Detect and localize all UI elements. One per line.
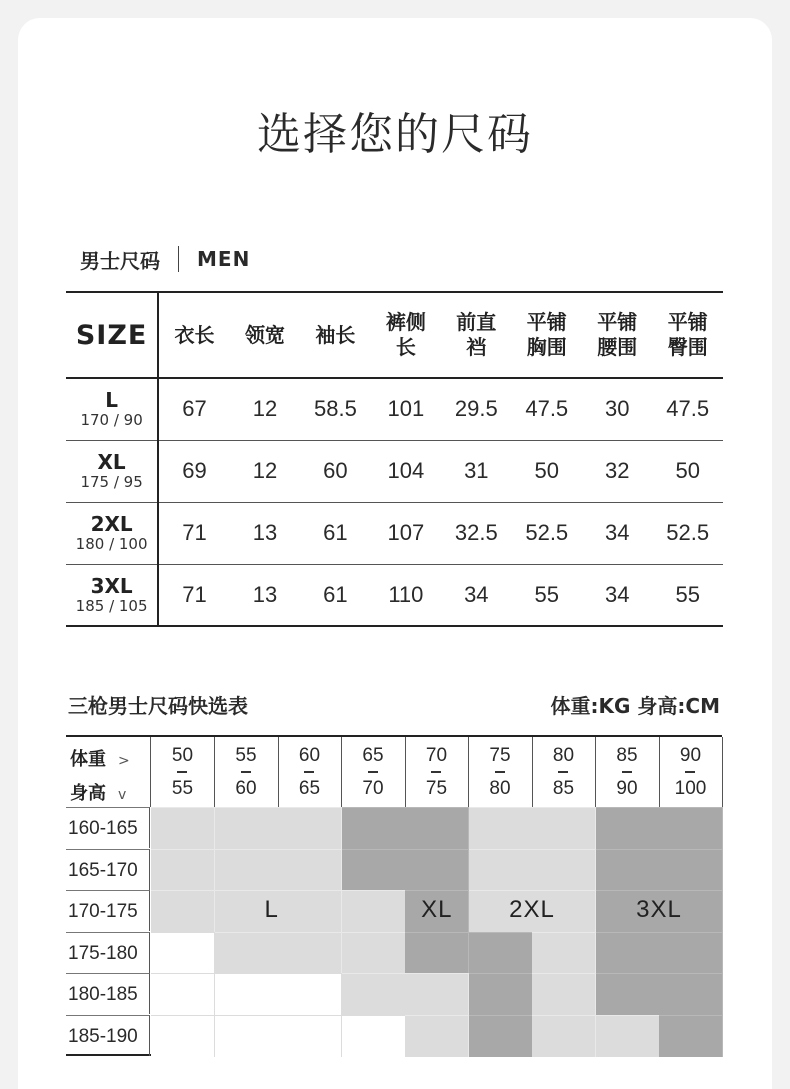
size-grid-cell (278, 932, 342, 974)
measurement-cell: 55 (534, 581, 559, 607)
measurement-cell: 60 (323, 458, 348, 483)
quick-select-chart (66, 735, 722, 1056)
size-region-label: 3XL (636, 896, 682, 923)
measurement-cell: 71 (182, 581, 207, 607)
weight-to: 85 (552, 778, 575, 799)
quick-select-unit: 体重:KG 身高:CM (550, 694, 720, 718)
size-grid-cell (342, 849, 406, 891)
weight-arrow: > (118, 753, 130, 769)
size-grid-cell (532, 973, 596, 1015)
size-grid-cell (532, 1015, 596, 1057)
size-cell (66, 378, 158, 440)
measurement-cell: 12 (252, 458, 278, 483)
size-height-chest: 180 / 100 (75, 535, 148, 553)
size-grid-cell (469, 849, 533, 891)
weight-to: 60 (235, 778, 257, 799)
weight-from: 85 (616, 745, 638, 766)
size-grid-cell (659, 849, 723, 891)
col-header: 裤侧长 (385, 310, 426, 359)
size-grid-cell (405, 849, 469, 891)
size-grid-cell (469, 973, 533, 1015)
range-dash (685, 771, 695, 773)
weight-column-header (342, 737, 406, 807)
size-grid-cell (215, 807, 279, 849)
col-header: 衣长 (174, 322, 215, 347)
height-row-label: 165-170 (66, 849, 150, 890)
measurement-cell: 61 (323, 520, 348, 545)
col-header: 平铺胸围 (526, 310, 567, 359)
height-row-label: 170-175 (66, 890, 150, 931)
measurement-cell: 58.5 (313, 396, 357, 422)
size-grid-cell (215, 849, 279, 891)
weight-to: 65 (298, 778, 321, 799)
measurement-cell: 67 (182, 396, 207, 422)
weight-column-header (405, 737, 469, 807)
size-grid-cell (278, 1015, 342, 1057)
size-grid-cell (342, 932, 406, 974)
size-grid-cell (596, 849, 660, 891)
col-header: 平铺臀围 (667, 310, 708, 359)
measurement-cell: 55 (675, 581, 700, 607)
measurement-cell: 13 (252, 581, 278, 607)
size-grid-cell (596, 1015, 660, 1057)
weight-from: 70 (425, 745, 448, 766)
size-height-chest: 170 / 90 (80, 411, 143, 430)
size-grid-cell (596, 932, 660, 974)
size-grid-cell (469, 1015, 533, 1057)
weight-to: 80 (489, 778, 511, 799)
size-grid-cell (342, 973, 406, 1015)
measurement-cell: 104 (387, 458, 425, 483)
measurement-cell: 69 (182, 458, 207, 483)
weight-from: 90 (679, 745, 702, 766)
weight-from: 55 (235, 745, 257, 766)
weight-to: 75 (425, 778, 448, 799)
size-grid-cell (215, 1015, 279, 1057)
size-grid-cell (532, 932, 596, 974)
range-dash (431, 771, 441, 773)
size-grid-cell (659, 932, 723, 974)
quick-select-corner (66, 737, 151, 807)
men-size-header (80, 243, 250, 275)
size-code: 2XL (90, 512, 133, 536)
size-grid-cell (278, 807, 342, 849)
size-grid-cell (151, 807, 215, 849)
height-row-label: 160-165 (66, 807, 150, 848)
page-title: 选择您的尺码 (257, 109, 533, 160)
height-row-label: 185-190 (66, 1015, 150, 1056)
measurement-cell: 31 (464, 458, 489, 483)
measurement-cell: 107 (387, 520, 425, 545)
size-row (66, 440, 723, 502)
height-label: 身高 (70, 783, 106, 804)
measurement-cell: 61 (323, 581, 348, 607)
size-region-label: 2XL (509, 896, 555, 923)
measurement-cell: 110 (388, 581, 424, 607)
size-grid-cell (596, 973, 660, 1015)
size-grid-cell (659, 973, 723, 1015)
header-divider (178, 246, 179, 272)
col-header: 前直裆 (456, 310, 497, 359)
weight-column-header (659, 737, 723, 807)
size-cell (66, 440, 158, 502)
size-grid-cell (659, 807, 723, 849)
measurement-cell: 32 (604, 458, 630, 483)
quick-select-title: 三枪男士尺码快选表 (68, 694, 248, 718)
size-grid-cell (405, 807, 469, 849)
size-code: L (105, 388, 118, 413)
size-grid-cell (342, 807, 406, 849)
size-grid-cell (469, 807, 533, 849)
measurement-cell: 50 (534, 458, 559, 483)
measurement-cell: 101 (387, 396, 425, 422)
size-grid-cell (278, 849, 342, 891)
weight-from: 75 (489, 745, 511, 766)
men-header-cn: 男士尺码 (80, 248, 160, 273)
size-grid-cell (532, 849, 596, 891)
measurement-cell: 52.5 (525, 520, 569, 545)
size-row (66, 502, 723, 564)
measurement-cell: 50 (675, 458, 700, 483)
range-dash (558, 771, 568, 773)
size-code: XL (97, 450, 126, 474)
weight-column-header (278, 737, 342, 807)
weight-column-header (532, 737, 596, 807)
range-dash (368, 771, 378, 773)
size-table (66, 291, 723, 627)
weight-from: 50 (171, 745, 194, 766)
height-row-label: 175-180 (66, 932, 150, 973)
size-grid-cell (405, 973, 469, 1015)
size-grid-cell (151, 849, 215, 891)
measurement-cell: 34 (464, 581, 489, 607)
size-grid-cell (532, 807, 596, 849)
size-grid-cell (215, 932, 279, 974)
col-header: 袖长 (315, 322, 356, 347)
size-height-chest: 185 / 105 (75, 596, 148, 615)
size-cell (66, 564, 158, 626)
size-cell (66, 502, 158, 564)
range-dash (177, 771, 187, 773)
weight-column-header (596, 737, 660, 807)
measurement-cell: 12 (252, 396, 278, 422)
weight-column-header (151, 737, 215, 807)
weight-to: 90 (616, 778, 638, 799)
weight-from: 65 (362, 745, 384, 766)
measurement-cell: 34 (604, 581, 630, 607)
weight-to: 70 (362, 778, 384, 799)
size-grid-cell (342, 1015, 406, 1057)
range-dash (241, 771, 251, 773)
size-grid-cell (151, 973, 215, 1015)
size-grid-cell (278, 973, 342, 1015)
weight-to: 100 (674, 778, 707, 799)
measurement-cell: 30 (604, 396, 630, 422)
size-table-header-row (66, 292, 723, 378)
quick-select-header (66, 737, 722, 807)
range-dash (495, 771, 505, 773)
measurement-cell: 34 (604, 520, 630, 545)
size-code: 3XL (90, 573, 133, 598)
weight-from: 60 (298, 745, 321, 766)
height-arrow: v (118, 787, 127, 803)
size-grid-cell (469, 932, 533, 974)
size-grid-cell (596, 807, 660, 849)
size-row (66, 564, 723, 626)
size-grid-cell (215, 973, 279, 1015)
weight-from: 80 (552, 745, 575, 766)
size-row (66, 378, 723, 440)
size-grid-cell (151, 932, 215, 974)
weight-column-header (215, 737, 279, 807)
measurement-cell: 47.5 (666, 396, 710, 422)
measurement-cell: 71 (182, 520, 207, 545)
measurement-cell: 13 (252, 520, 278, 545)
size-grid-cell (342, 890, 406, 932)
size-grid-cell (405, 932, 469, 974)
measurement-cell: 52.5 (666, 520, 710, 545)
weight-column-header (469, 737, 533, 807)
measurement-cell: 32.5 (454, 520, 498, 545)
measurement-cell: 47.5 (525, 396, 569, 422)
size-grid-cell (405, 1015, 469, 1057)
measurement-cell: 29.5 (454, 396, 498, 422)
size-height-chest: 175 / 95 (80, 473, 143, 491)
col-header: 领宽 (244, 322, 285, 347)
range-dash (304, 771, 314, 773)
col-header: 平铺腰围 (597, 310, 638, 359)
size-grid-cell (151, 1015, 215, 1057)
size-region-label: L (264, 896, 279, 923)
height-row-label: 180-185 (66, 973, 150, 1014)
size-region-label: XL (421, 896, 453, 923)
size-corner-label: SIZE (66, 292, 158, 378)
size-grid-cell (659, 1015, 723, 1057)
weight-label: 体重 (70, 749, 106, 770)
men-header-en: MEN (197, 247, 251, 271)
range-dash (622, 771, 632, 773)
size-grid-cell (278, 890, 342, 932)
size-grid-cell (151, 890, 215, 932)
weight-to: 55 (171, 778, 194, 799)
